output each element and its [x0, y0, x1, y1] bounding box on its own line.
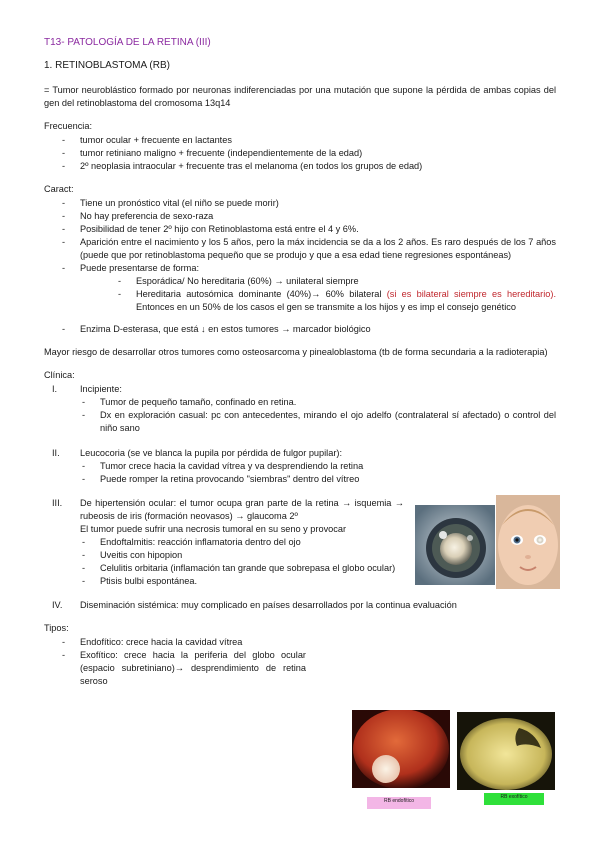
endofitico-fundus-photo [352, 710, 450, 788]
list-item [44, 262, 556, 314]
clinica-stage-ii [44, 447, 378, 460]
forma-hereditaria [80, 288, 556, 314]
page-title: T13- PATOLOGÍA DE LA RETINA (III) [44, 37, 211, 48]
list-item: - Endofítico: crece hacia la cavidad vítrea [44, 636, 306, 649]
baby-photo [496, 495, 560, 589]
clinica-stage-i [44, 383, 556, 396]
stage-text: El tumor puede sufrir una necrosis tumoral en su seno y provocar [80, 524, 347, 534]
list-item: - Tumor crece hacia la cavidad vítrea y va desprendiendo la retina [44, 460, 378, 473]
caract-section [44, 183, 556, 336]
clinica-label: Clínica: [44, 370, 75, 380]
document-page [44, 36, 556, 698]
list-item: - Posibilidad de tener 2º hijo con Retinoblastoma está entre el 4 y 6%. [44, 223, 556, 236]
definition-paragraph: = Tumor neuroblástico formado por neuronas indiferenciadas por una mutación que supone la pérdida de ambas copias del gen del retinoblastoma del cromosoma 13q14 [44, 85, 556, 108]
list-item: - Aparición entre el nacimiento y los 5 años, pero la máx incidencia se da a los 2 años. Es raro después de los 7 años (puede que por retinoblastoma pequeño que se produjo y que a esa edad tiene regresiones espontáneas) [44, 236, 556, 262]
list-item: - Exofítico: crece hacia la periferia del globo ocular (espacio subretiniano)→ desprendimiento de retina seroso [44, 649, 306, 688]
fundus-red-illustration [352, 710, 450, 788]
stage-number: II. [52, 448, 60, 458]
riesgo-paragraph: Mayor riesgo de desarrollar otros tumores como osteosarcoma y pinealoblastoma (tb de forma secundaria a la radioterapia) [44, 347, 548, 357]
exofitico-fundus-photo [457, 712, 555, 790]
stage-label: Incipiente: [80, 384, 122, 394]
clinica-stage-ii-wrap [44, 447, 378, 486]
list-item: - tumor retiniano maligno + frecuente (independientemente de la edad) [44, 147, 556, 160]
list-item: - No hay preferencia de sexo-raza [44, 210, 556, 223]
tipos-section [44, 622, 306, 688]
list-item: - tumor ocular + frecuente en lactantes [44, 134, 556, 147]
frecuencia-section [44, 120, 556, 173]
list-item: - Uveitis con hipopion [44, 549, 556, 562]
list-item: - Tumor de pequeño tamaño, confinado en retina. [44, 396, 556, 409]
forma-hereditaria-consejo: Entonces en un 50% de los casos el gen se transmite a los hijos y es imp el consejo genético [136, 302, 516, 312]
forma-hereditaria-note: (si es bilateral siempre es hereditario). [386, 289, 556, 299]
clinica-stage-iv [44, 599, 556, 612]
stage-number: III. [52, 498, 63, 508]
list-item: - Tiene un pronóstico vital (el niño se puede morir) [44, 197, 556, 210]
clinica-stage-iii [44, 497, 404, 536]
stage-number: I. [52, 384, 58, 394]
list-item: - 2º neoplasia intraocular + frecuente tras el melanoma (en todos los grupos de edad) [44, 160, 556, 173]
section-heading-retinoblastoma: 1. RETINOBLASTOMA (RB) [44, 60, 170, 71]
list-item: - Celulitis orbitaria (inflamación tan grande que sobrepasa el globo ocular) [44, 562, 556, 575]
tipos-label: Tipos: [44, 623, 69, 633]
forma-hereditaria-text: Hereditaria autosómica dominante (40%)→ 60% bilateral [136, 289, 387, 299]
stage-number: IV. [52, 600, 63, 610]
forma-label: Puede presentarse de forma: [80, 263, 199, 273]
list-item: - Endoftalmitis: reacción inflamatoria dentro del ojo [44, 536, 556, 549]
list-item: - Puede romper la retina provocando "siembras" dentro del vítreo [44, 473, 378, 486]
stage-label: De hipertensión ocular: el tumor ocupa gran parte de la retina → isquemia → rubeosis de iris (formación neovasos) → glaucoma 2º [80, 498, 404, 521]
forma-esporadica: - Esporádica/ No hereditaria (60%) → unilateral siempre [80, 275, 556, 288]
eye-illustration [415, 505, 495, 585]
baby-face-illustration [496, 495, 560, 589]
caption-exofitico: RB exofítico [484, 793, 544, 805]
frecuencia-label: Frecuencia: [44, 121, 93, 131]
list-item: - Dx en exploración casual: pc con antecedentes, mirando el ojo adelfo (contralateral sí afectado) o control del niño sano [44, 409, 556, 435]
fundus-yellow-illustration [457, 712, 555, 790]
leucocoria-eye-photo [415, 505, 495, 585]
caption-endofitico: RB endofítico [367, 797, 431, 809]
stage-label: Leucocoria (se ve blanca la pupila por pérdida de fulgor pupilar): [80, 448, 343, 458]
stage-label: Diseminación sistémica: muy complicado en países desarrollados por la continua evaluación [80, 600, 457, 610]
list-item-enzima: - Enzima D-esterasa, que está ↓ en estos tumores → marcador biológico [44, 323, 556, 336]
caract-label: Caract: [44, 184, 74, 194]
list-item: - Ptisis bulbi espontánea. [44, 575, 556, 588]
